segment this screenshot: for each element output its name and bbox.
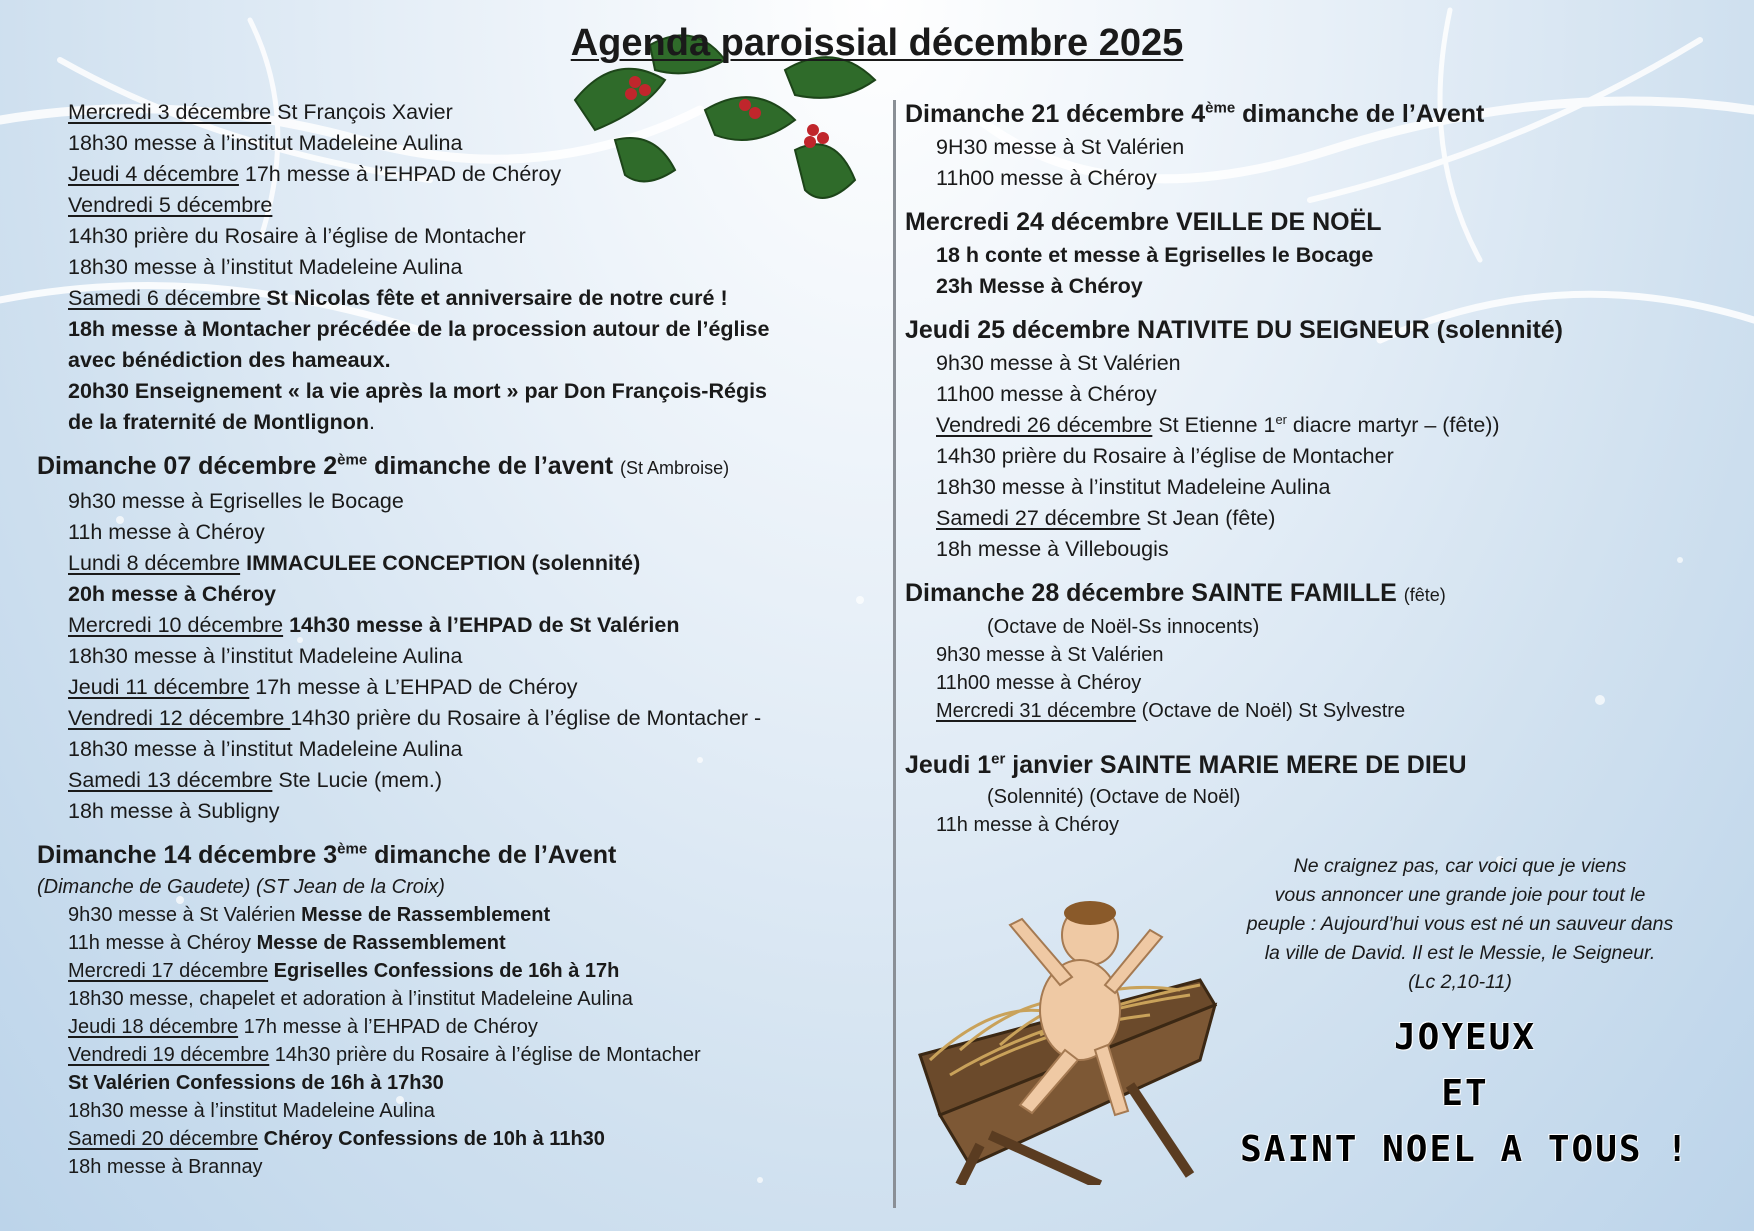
line-text: Jeudi 1 [905, 751, 992, 779]
date-label: Jeudi 18 décembre [68, 1016, 239, 1038]
line-text: diacre martyr – (fête)) [1286, 413, 1500, 437]
agenda-line [905, 271, 1725, 302]
line-text: (Dimanche de Gaudete) (ST Jean de la Croix) [37, 876, 445, 898]
line-text: St Jean (fête) [1140, 506, 1276, 530]
line-text: 18h30 messe à l’institut Madeleine Aulina [68, 131, 463, 155]
line-text: avec bénédiction des hameaux. [68, 348, 391, 372]
line-text: 18h messe à Villebougis [936, 537, 1169, 561]
agenda-line [905, 379, 1725, 410]
section-heading [905, 747, 1725, 783]
date-label: Samedi 27 décembre [936, 506, 1141, 530]
line-text: 11h00 messe à Chéroy [936, 166, 1157, 190]
line-text: 9H30 messe à St Valérien [936, 135, 1185, 159]
line-text: St Nicolas fête et anniversaire de notre curé ! [260, 286, 728, 310]
line-text: 11h00 messe à Chéroy [936, 382, 1157, 406]
date-label: Samedi 20 décembre [68, 1128, 259, 1150]
line-text: de la fraternité de Montlignon [68, 410, 370, 434]
agenda-line [37, 610, 857, 641]
line-text: 17h messe à l’EHPAD de Chéroy [238, 162, 562, 186]
agenda-line [37, 1041, 857, 1069]
line-text: 14h30 prière du Rosaire à l’église de Montacher [269, 1044, 701, 1066]
quote-line: peuple : Aujourd’hui vous est né un sauveur dans [1246, 913, 1674, 935]
line-text: 18 h conte et messe à Egriselles le Bocage [936, 243, 1374, 267]
baby-jesus-manger-image [900, 885, 1230, 1185]
agenda-line [905, 503, 1725, 534]
agenda-line [37, 517, 857, 548]
quote-reference: (Lc 2,10-11) [1408, 971, 1512, 993]
agenda-line [37, 929, 857, 957]
line-text: Chéroy Confessions de 10h à 11h30 [258, 1128, 605, 1150]
agenda-line [905, 697, 1725, 725]
date-label: Vendredi 26 décembre [936, 413, 1153, 437]
line-text: 14h30 messe à l’EHPAD de St Valérien [283, 613, 680, 637]
right-column [905, 96, 1725, 839]
line-text: 23h Messe à Chéroy [936, 274, 1143, 298]
line-text: dimanche de l’Avent [367, 841, 617, 869]
line-text: 18h30 messe à l’institut Madeleine Aulina [68, 1100, 435, 1122]
agenda-line [37, 985, 857, 1013]
line-text: Mercredi 24 décembre VEILLE DE NOËL [905, 208, 1382, 236]
agenda-line [37, 765, 857, 796]
line-text: 9h30 messe à St Valérien [936, 351, 1181, 375]
agenda-line [37, 283, 857, 314]
line-text: 11h messe à Chéroy [936, 814, 1120, 836]
greeting-line-3: SAINT NOEL A TOUS ! [1240, 1129, 1690, 1170]
line-text: Jeudi 25 décembre NATIVITE DU SEIGNEUR (solennité) [905, 316, 1564, 344]
section-subtitle [37, 873, 857, 901]
agenda-line [905, 472, 1725, 503]
line-text: 11h messe à Chéroy [68, 932, 257, 954]
date-label: Mercredi 10 décembre [68, 613, 284, 637]
agenda-line [37, 1125, 857, 1153]
agenda-line [37, 579, 857, 610]
agenda-line [905, 132, 1725, 163]
section-subtitle [905, 613, 1725, 641]
line-text: ème [1205, 99, 1236, 117]
page-title: Agenda paroissial décembre 2025 [570, 22, 1184, 64]
date-label: Vendredi 19 décembre [68, 1044, 270, 1066]
line-text: 14h30 prière du Rosaire à l’église de Montacher - [290, 706, 762, 730]
line-text: ème [337, 451, 368, 469]
agenda-line [37, 796, 857, 827]
line-text: 11h00 messe à Chéroy [936, 672, 1142, 694]
agenda-line [37, 672, 857, 703]
agenda-line [37, 901, 857, 929]
agenda-line [37, 734, 857, 765]
line-text: Dimanche 21 décembre 4 [905, 100, 1206, 128]
agenda-line [37, 221, 857, 252]
agenda-line [37, 548, 857, 579]
line-text: 9h30 messe à Egriselles le Bocage [68, 489, 404, 513]
section-subtitle [905, 783, 1725, 811]
agenda-line [905, 641, 1725, 669]
line-text: St Valérien Confessions de 16h à 17h30 [68, 1072, 444, 1094]
line-text: (Solennité) (Octave de Noël) [987, 786, 1241, 808]
section-heading [905, 204, 1725, 240]
agenda-line [37, 486, 857, 517]
agenda-line [905, 410, 1725, 441]
line-text: 18h30 messe à l’institut Madeleine Aulina [68, 255, 463, 279]
line-text: 18h30 messe à l’institut Madeleine Aulina [936, 475, 1331, 499]
line-text: IMMACULEE CONCEPTION (solennité) [240, 551, 641, 575]
line-text: 14h30 prière du Rosaire à l’église de Montacher [68, 224, 526, 248]
agenda-line [37, 1069, 857, 1097]
column-divider [893, 100, 896, 1208]
agenda-line [37, 159, 857, 190]
greeting-line-2: ET [1441, 1073, 1489, 1114]
agenda-line [905, 348, 1725, 379]
line-text: 11h messe à Chéroy [68, 520, 265, 544]
quote-line: vous annoncer une grande joie pour tout le [1274, 884, 1646, 906]
feast-note: (St Ambroise) [620, 458, 730, 478]
agenda-line [37, 407, 857, 438]
line-text: 9h30 messe à St Valérien [68, 904, 302, 926]
date-label: Mercredi 31 décembre [936, 700, 1137, 722]
agenda-line [37, 1153, 857, 1181]
line-text: dimanche de l’avent [367, 452, 621, 480]
agenda-line [37, 314, 857, 345]
agenda-line [37, 376, 857, 407]
quote-line: la ville de David. Il est le Messie, le Seigneur. [1264, 942, 1656, 964]
agenda-line [905, 811, 1725, 839]
date-label: Vendredi 12 décembre [68, 706, 291, 730]
line-text: Egriselles Confessions de 16h à 17h [268, 960, 620, 982]
line-text: St Etienne 1 [1152, 413, 1276, 437]
line-text: 18h messe à Subligny [68, 799, 280, 823]
line-text: 18h30 messe à l’institut Madeleine Aulina [68, 737, 463, 761]
line-text: Dimanche 07 décembre 2 [37, 452, 338, 480]
section-heading [37, 837, 857, 873]
agenda-line [905, 163, 1725, 194]
line-text: Dimanche 14 décembre 3 [37, 841, 338, 869]
line-text: janvier SAINTE MARIE MERE DE DIEU [1005, 751, 1467, 779]
agenda-line [37, 252, 857, 283]
section-heading [905, 312, 1725, 348]
agenda-line [37, 1097, 857, 1125]
date-label: Samedi 13 décembre [68, 768, 273, 792]
agenda-line [37, 703, 857, 734]
agenda-line [37, 345, 857, 376]
line-text: 17h messe à l’EHPAD de Chéroy [238, 1016, 538, 1038]
line-text: dimanche de l’Avent [1235, 100, 1485, 128]
spacer [905, 725, 1725, 737]
agenda-line [905, 240, 1725, 271]
agenda-line [37, 97, 857, 128]
line-text: Messe de Rassemblement [256, 932, 506, 954]
line-text: St François Xavier [271, 100, 453, 124]
date-label: Mercredi 17 décembre [68, 960, 269, 982]
date-label: Jeudi 4 décembre [68, 162, 239, 186]
agenda-line [905, 534, 1725, 565]
agenda-line [37, 190, 857, 221]
feast-note: (fête) [1403, 585, 1446, 605]
agenda-line [37, 957, 857, 985]
bible-quote [1225, 852, 1695, 997]
line-text: 17h messe à L’EHPAD de Chéroy [249, 675, 578, 699]
date-label: Lundi 8 décembre [68, 551, 241, 575]
line-text: ème [337, 840, 368, 858]
line-text: (Octave de Noël) St Sylvestre [1136, 700, 1406, 722]
agenda-line [37, 1013, 857, 1041]
date-label: Vendredi 5 décembre [68, 193, 273, 217]
agenda-line [37, 641, 857, 672]
agenda-line [905, 669, 1725, 697]
section-heading [37, 448, 857, 486]
line-text: 18h30 messe à l’institut Madeleine Aulina [68, 644, 463, 668]
left-column [37, 97, 857, 1181]
agenda-line [37, 128, 857, 159]
line-text: . [369, 410, 375, 434]
line-text: (Octave de Noël-Ss innocents) [987, 616, 1260, 638]
section-heading [905, 575, 1725, 613]
line-text: 20h30 Enseignement « la vie après la mort » par Don François-Régis [68, 379, 768, 403]
date-label: Jeudi 11 décembre [68, 675, 250, 699]
line-text: Ste Lucie (mem.) [272, 768, 443, 792]
line-text: er [991, 750, 1006, 768]
line-text: 18h messe à Montacher précédée de la procession autour de l’église [68, 317, 770, 341]
christmas-greeting [1230, 1010, 1700, 1178]
line-text: Messe de Rassemblement [301, 904, 551, 926]
line-text: er [1275, 411, 1287, 427]
line-text: 9h30 messe à St Valérien [936, 644, 1164, 666]
line-text: 14h30 prière du Rosaire à l’église de Montacher [936, 444, 1394, 468]
date-label: Mercredi 3 décembre [68, 100, 272, 124]
date-label: Samedi 6 décembre [68, 286, 261, 310]
agenda-line [905, 441, 1725, 472]
greeting-line-1: JOYEUX [1393, 1017, 1537, 1058]
line-text: 20h messe à Chéroy [68, 582, 276, 606]
line-text: 18h30 messe, chapelet et adoration à l’institut Madeleine Aulina [68, 988, 633, 1010]
line-text: 18h messe à Brannay [68, 1156, 263, 1178]
line-text: Dimanche 28 décembre SAINTE FAMILLE [905, 579, 1404, 607]
quote-line: Ne craignez pas, car voici que je viens [1293, 855, 1627, 877]
section-heading [905, 96, 1725, 132]
